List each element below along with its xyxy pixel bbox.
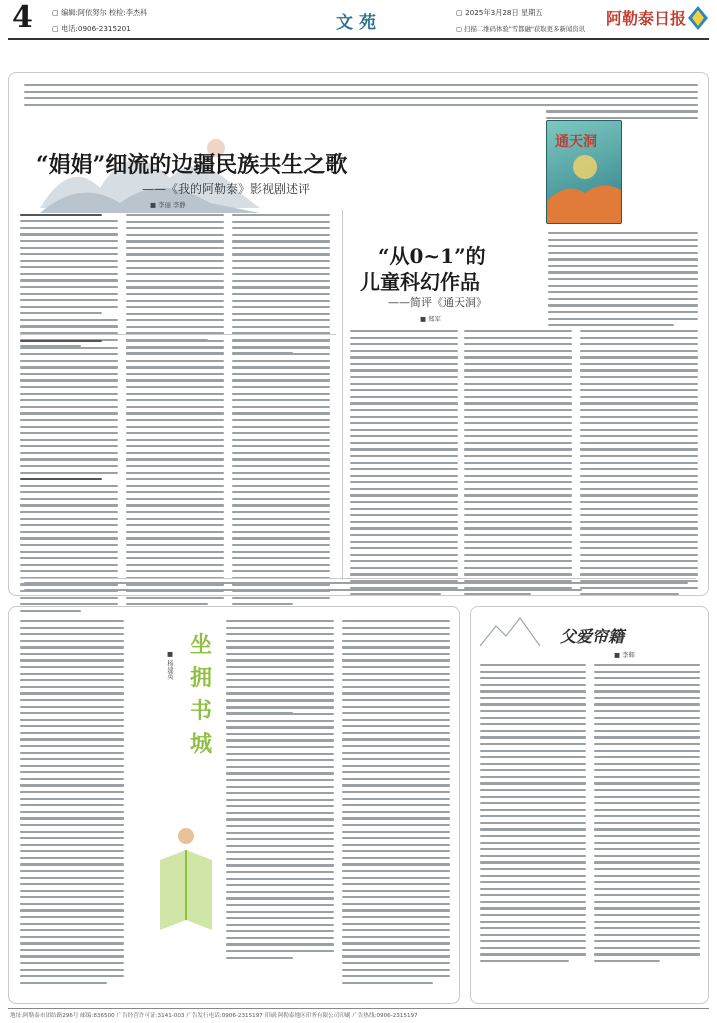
article1-column-6 <box>232 340 330 605</box>
article3-title-char-1: 坐 <box>190 632 213 658</box>
reading-illustration <box>150 820 222 940</box>
article3-column-3 <box>342 620 450 984</box>
article3-title-char-4: 城 <box>190 731 213 757</box>
article2-title-line2: 儿童科幻作品 <box>360 270 480 294</box>
article2-column-c <box>580 330 698 595</box>
article2-subtitle: ——简评《通天洞》 <box>388 296 487 309</box>
article2-byline: ■ 郑军 <box>420 315 441 323</box>
footer-line: 地址:阿勒泰市团结路296号 邮编:836500 广告经营许可证:3141-003 广告发行电话:0906-2315197 印刷:阿勒泰地区印务有限公司印刷 广告热线:0906-2315197 <box>10 1013 418 1019</box>
article3-title-char-3: 书 <box>190 698 213 724</box>
paper-emblem-icon <box>686 4 710 36</box>
page-number: 4 <box>12 0 33 35</box>
article4-byline: ■ 李辉 <box>614 651 635 659</box>
checkbox-icon: ▢ <box>52 24 59 33</box>
masthead <box>0 0 717 40</box>
funding-note <box>24 582 688 591</box>
checkbox-icon: ▢ <box>456 8 463 17</box>
article1-column-4 <box>20 340 118 612</box>
person-icon: ■ <box>614 651 621 659</box>
article2-column-b <box>464 330 572 595</box>
article3-byline: ■ 杨建英 <box>166 650 174 680</box>
article1-title: “娟娟”细流的边疆民族共生之歌 <box>36 152 348 178</box>
article4-column-2 <box>594 664 700 962</box>
date-line: ▢ 2025年3月28日 星期五 <box>456 8 543 17</box>
person-icon: ■ <box>150 201 157 209</box>
mountain-line-decoration <box>480 612 540 652</box>
article2-column-a <box>350 330 458 595</box>
article2-column-right-upper <box>546 84 698 119</box>
article1-byline: ■ 李丽 李静 <box>150 201 186 209</box>
article2-column-top-right <box>548 232 698 326</box>
article3-title <box>190 628 212 758</box>
article1-column-5 <box>126 340 224 605</box>
article1-column-1 <box>20 214 118 347</box>
checkbox-icon: ▢ <box>456 25 463 33</box>
article3-title-char-2: 拥 <box>190 665 213 691</box>
article3-column-1 <box>20 620 124 984</box>
phone-line: ▢ 电话:0906-2315201 <box>52 24 131 33</box>
article1-subtitle: ——《我的阿勒泰》影视剧述评 <box>142 182 311 196</box>
book-cover-image <box>546 120 622 224</box>
scan-line: ▢ 扫描二维码体验"雪都融"获取更多新闻资讯 <box>456 25 586 33</box>
section-heading <box>20 214 118 216</box>
article4-column-1 <box>480 664 586 962</box>
person-icon: ■ <box>166 650 174 658</box>
person-icon: ■ <box>420 315 427 323</box>
article3-column-2b <box>226 700 334 959</box>
article2-title-line1: “从0~1”的 <box>378 244 486 268</box>
paper-name: 阿勒泰日报 <box>606 9 687 28</box>
paper-logo <box>606 6 686 29</box>
section-title: 文苑 <box>336 13 382 33</box>
checkbox-icon: ▢ <box>52 8 59 17</box>
editor-line: ▢ 编辑:阿依努尔 校检:李杰科 <box>52 8 148 17</box>
article4-title: 父爱帘籍 <box>560 627 625 646</box>
book-cover-title: 通天洞 <box>555 134 597 150</box>
